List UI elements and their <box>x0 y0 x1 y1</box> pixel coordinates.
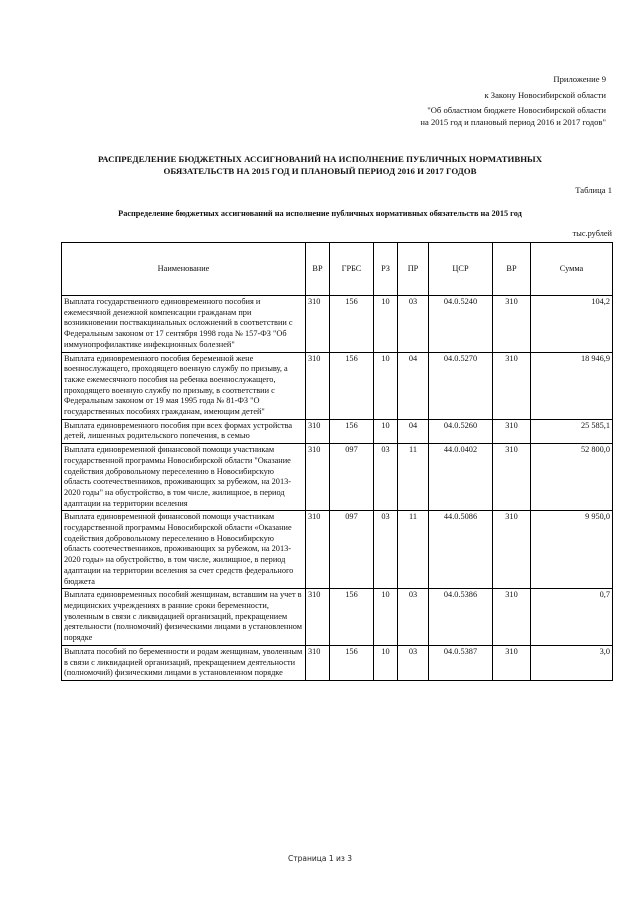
row-pr: 04 <box>398 419 429 443</box>
document-title-line-2: ОБЯЗАТЕЛЬСТВ НА 2015 ГОД И ПЛАНОВЫЙ ПЕРИОД 2016 И 2017 ГОДОВ <box>163 166 477 176</box>
row-csr: 44.0.5086 <box>429 511 493 589</box>
header-csr: ЦСР <box>429 243 493 296</box>
document-title-line-1: РАСПРЕДЕЛЕНИЕ БЮДЖЕТНЫХ АССИГНОВАНИЙ НА ИСПОЛНЕНИЕ ПУБЛИЧНЫХ НОРМАТИВНЫХ <box>97 154 543 164</box>
row-vr-2: 310 <box>493 511 531 589</box>
table-row <box>62 444 613 511</box>
row-grbs: 097 <box>330 444 374 511</box>
row-pr: 11 <box>398 511 429 589</box>
row-rz: 10 <box>374 352 398 419</box>
table-row <box>62 589 613 646</box>
row-csr: 04.0.5387 <box>429 645 493 680</box>
document-title <box>60 153 580 177</box>
row-name: Выплата пособий по беременности и родам женщинам, уволенным в связи с ликвидацией организаций, прекращением деятельности (полномочий) физическими лицами в установленном порядке <box>62 645 306 680</box>
row-pr: 04 <box>398 352 429 419</box>
row-csr: 04.0.5270 <box>429 352 493 419</box>
appendix-header <box>420 74 606 128</box>
row-vr-2: 310 <box>493 296 531 353</box>
row-csr: 04.0.5386 <box>429 589 493 646</box>
row-sum: 3,0 <box>531 645 613 680</box>
header-sum: Сумма <box>531 243 613 296</box>
row-name: Выплата единовременной финансовой помощи участникам государственной программы Новосибирской области "Оказание содействия добровольному переселению в Новосибирскую область соотечественников, проживающих за рубежом, на 2013-2020 годы" на обустройство, в том числе, жилищное, в период адаптации на территории вселения <box>62 444 306 511</box>
row-sum: 25 585,1 <box>531 419 613 443</box>
table-row <box>62 511 613 589</box>
row-vr-2: 310 <box>493 589 531 646</box>
row-sum: 52 800,0 <box>531 444 613 511</box>
row-name: Выплата единовременных пособий женщинам, вставшим на учет в медицинских учреждениях в ранние сроки беременности, уволенным в связи с ликвидацией организаций, прекращением деятельности (полномочий) физическими лицами в установленном порядке <box>62 589 306 646</box>
table-number: Таблица 1 <box>575 185 612 195</box>
row-vr: 310 <box>306 419 330 443</box>
budget-table <box>61 242 613 681</box>
row-grbs: 156 <box>330 352 374 419</box>
row-vr: 310 <box>306 645 330 680</box>
row-sum: 9 950,0 <box>531 511 613 589</box>
table-header-row <box>62 243 613 296</box>
row-sum: 18 946,9 <box>531 352 613 419</box>
header-pr: ПР <box>398 243 429 296</box>
row-vr: 310 <box>306 589 330 646</box>
row-vr: 310 <box>306 511 330 589</box>
row-rz: 10 <box>374 296 398 353</box>
row-pr: 03 <box>398 645 429 680</box>
table-row <box>62 419 613 443</box>
row-grbs: 156 <box>330 296 374 353</box>
table-row <box>62 352 613 419</box>
row-sum: 104,2 <box>531 296 613 353</box>
appendix-line-2: к Закону Новосибирской области <box>484 89 606 100</box>
row-grbs: 156 <box>330 589 374 646</box>
row-name: Выплата единовременной финансовой помощи участникам государственной программы Новосибирской области «Оказание содействия добровольному переселению в Новосибирскую область соотечественников, проживающих за рубежом, на 2013-2020 годы» на обустройство, в том числе, жилищное, в период адаптации на территории вселения за счет средств федерального бюджета <box>62 511 306 589</box>
row-vr-2: 310 <box>493 352 531 419</box>
row-name: Выплата государственного единовременного пособия и ежемесячной денежной компенсации гражданам при возникновении поствакцинальных осложнений в соответствии с Федеральным законом от 17 сентября 1998 года № 157-ФЗ "Об иммунопрофилактике инфекционных болезней" <box>62 296 306 353</box>
row-vr-2: 310 <box>493 645 531 680</box>
appendix-line-4: на 2015 год и плановый период 2016 и 2017 годов" <box>420 116 606 127</box>
row-sum: 0,7 <box>531 589 613 646</box>
row-vr: 310 <box>306 352 330 419</box>
row-grbs: 156 <box>330 645 374 680</box>
row-pr: 03 <box>398 589 429 646</box>
appendix-line-3: "Об областном бюджете Новосибирской области <box>427 105 606 115</box>
header-vr: ВР <box>306 243 330 296</box>
table-title: Распределение бюджетных ассигнований на исполнение публичных нормативных обязательств на 2015 год <box>118 209 522 218</box>
header-name: Наименование <box>62 243 306 296</box>
row-csr: 04.0.5240 <box>429 296 493 353</box>
row-vr: 310 <box>306 296 330 353</box>
units-label: тыс.рублей <box>572 229 612 238</box>
row-vr-2: 310 <box>493 419 531 443</box>
header-rz: РЗ <box>374 243 398 296</box>
row-rz: 10 <box>374 589 398 646</box>
row-csr: 04.0.5260 <box>429 419 493 443</box>
table-row <box>62 645 613 680</box>
header-grbs: ГРБС <box>330 243 374 296</box>
row-pr: 03 <box>398 296 429 353</box>
row-name: Выплата единовременного пособия беременной жене военнослужащего, проходящего военную службу по призыву, а также ежемесячного пособия на ребенка военнослужащего, проходящего военную службу по призыву, в соответствии с Федеральным законом от 19 мая 1995 года № 81-ФЗ "О государственных пособиях гражданам, имеющим детей" <box>62 352 306 419</box>
row-grbs: 097 <box>330 511 374 589</box>
table-row <box>62 296 613 353</box>
row-rz: 03 <box>374 444 398 511</box>
row-rz: 10 <box>374 645 398 680</box>
row-vr: 310 <box>306 444 330 511</box>
row-rz: 03 <box>374 511 398 589</box>
row-name: Выплата единовременного пособия при всех формах устройства детей, лишенных родительского попечения, в семью <box>62 419 306 443</box>
row-grbs: 156 <box>330 419 374 443</box>
header-vr-2: ВР <box>493 243 531 296</box>
row-pr: 11 <box>398 444 429 511</box>
appendix-line-1: Приложение 9 <box>553 74 606 84</box>
page-footer: Страница 1 из 3 <box>288 854 352 863</box>
row-vr-2: 310 <box>493 444 531 511</box>
row-rz: 10 <box>374 419 398 443</box>
row-csr: 44.0.0402 <box>429 444 493 511</box>
